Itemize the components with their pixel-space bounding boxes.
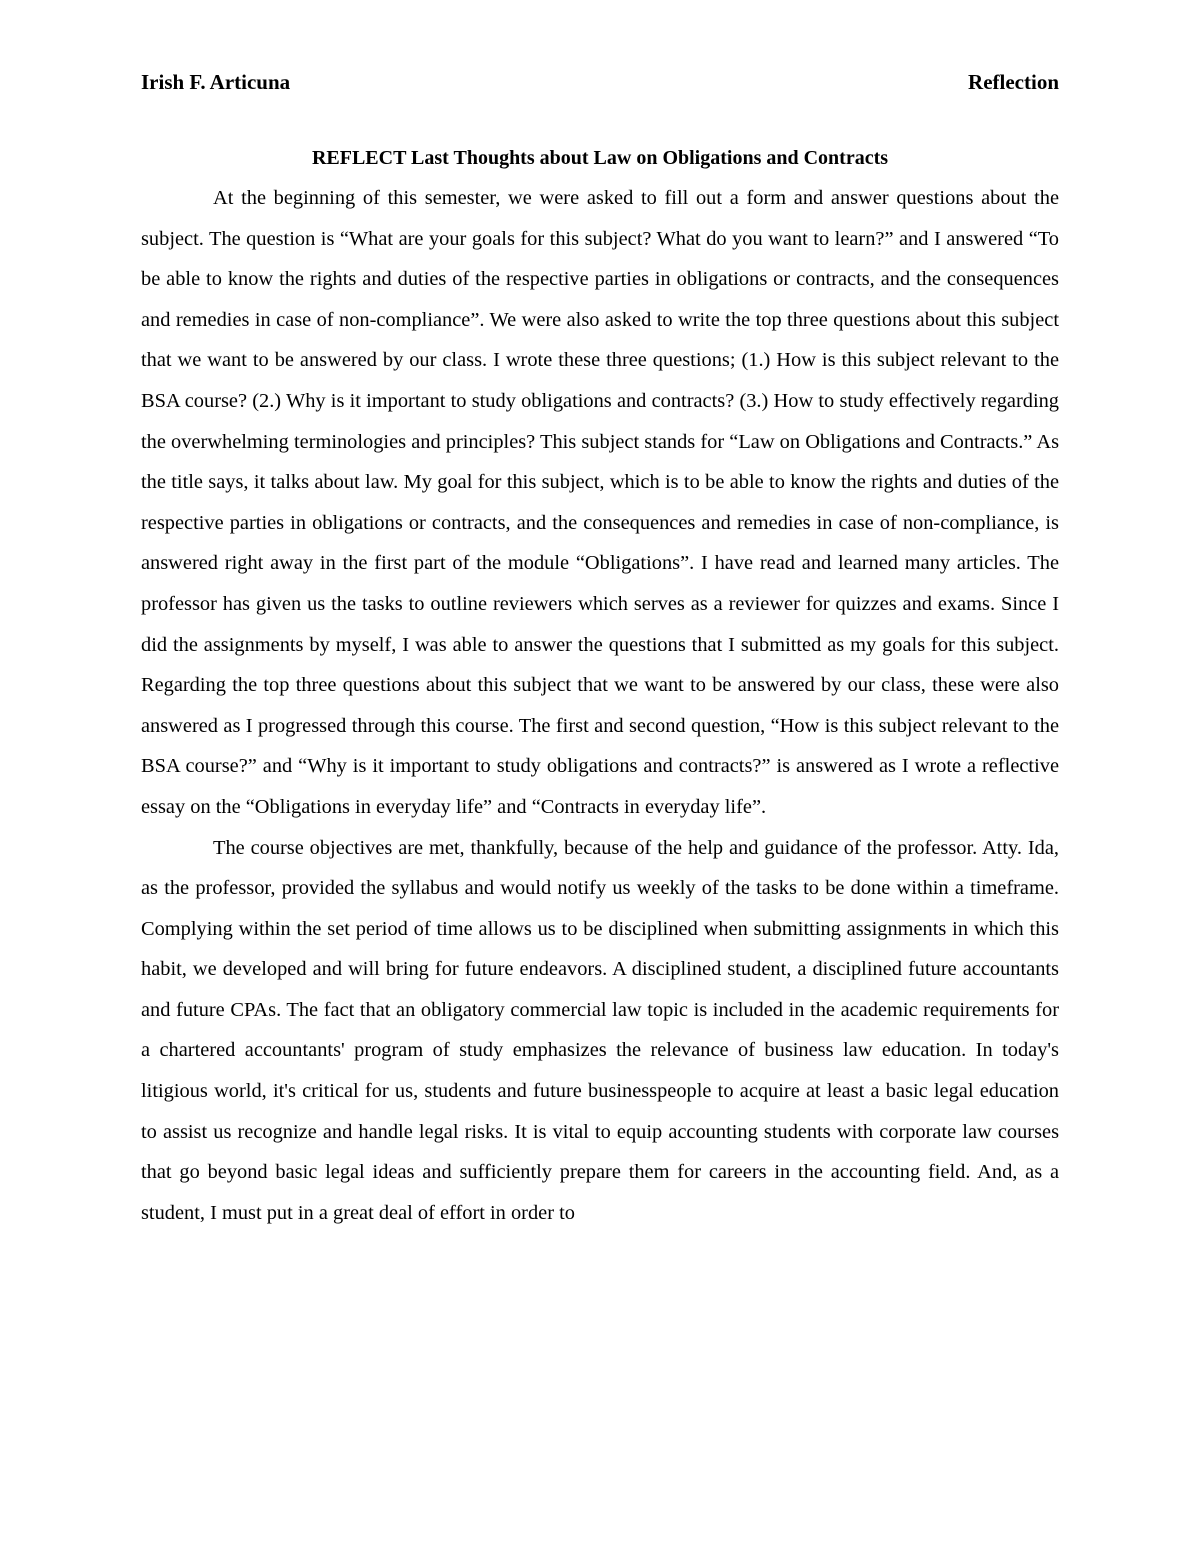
author-name: Irish F. Articuna: [141, 70, 291, 94]
document-title: REFLECT Last Thoughts about Law on Obligations and Contracts: [311, 147, 889, 169]
page-header: [141, 70, 1059, 102]
document-page: [141, 70, 1059, 1233]
paragraph-2: The course objectives are met, thankfully, because of the help and guidance of the professor. Atty. Ida, as the professor, provided the syllabus and would notify us weekly of the tasks to be done within a timeframe. Complying within the set period of time allows us to be disciplined when submitting assignments in which this habit, we developed and will bring for future endeavors. A disciplined student, a disciplined future accountants and future CPAs. The fact that an obligatory commercial law topic is included in the academic requirements for a chartered accountants' program of study emphasizes the relevance of business law education. In today's litigious world, it's critical for us, students and future businesspeople to acquire at least a basic legal education to assist us recognize and handle legal risks. It is vital to equip accounting students with corporate law courses that go beyond basic legal ideas and sufficiently prepare them for careers in the accounting field. And, as a student, I must put in a great deal of effort in order to: [141, 836, 1059, 1224]
paragraph-1: At the beginning of this semester, we were asked to fill out a form and answer questions about the subject. The question is “What are your goals for this subject? What do you want to learn?” and I answered “To be able to know the rights and duties of the respective parties in obligations or contracts, and the consequences and remedies in case of non-compliance”. We were also asked to write the top three questions about this subject that we want to be answered by our class. I wrote these three questions; (1.) How is this subject relevant to the BSA course? (2.) Why is it important to study obligations and contracts? (3.) How to study effectively regarding the overwhelming terminologies and principles? This subject stands for “Law on Obligations and Contracts.” As the title says, it talks about law. My goal for this subject, which is to be able to know the rights and duties of the respective parties in obligations or contracts, and the consequences and remedies in case of non-compliance, is answered right away in the first part of the module “Obligations”. I have read and learned many articles. The professor has given us the tasks to outline reviewers which serves as a reviewer for quizzes and exams. Since I did the assignments by myself, I was able to answer the questions that I submitted as my goals for this subject. Regarding the top three questions about this subject that we want to be answered by our class, these were also answered as I progressed through this course. The first and second question, “How is this subject relevant to the BSA course?” and “Why is it important to study obligations and contracts?” is answered as I wrote a reflective essay on the “Obligations in everyday life” and “Contracts in everyday life”.: [141, 187, 1059, 818]
header-label: Reflection: [968, 70, 1059, 94]
